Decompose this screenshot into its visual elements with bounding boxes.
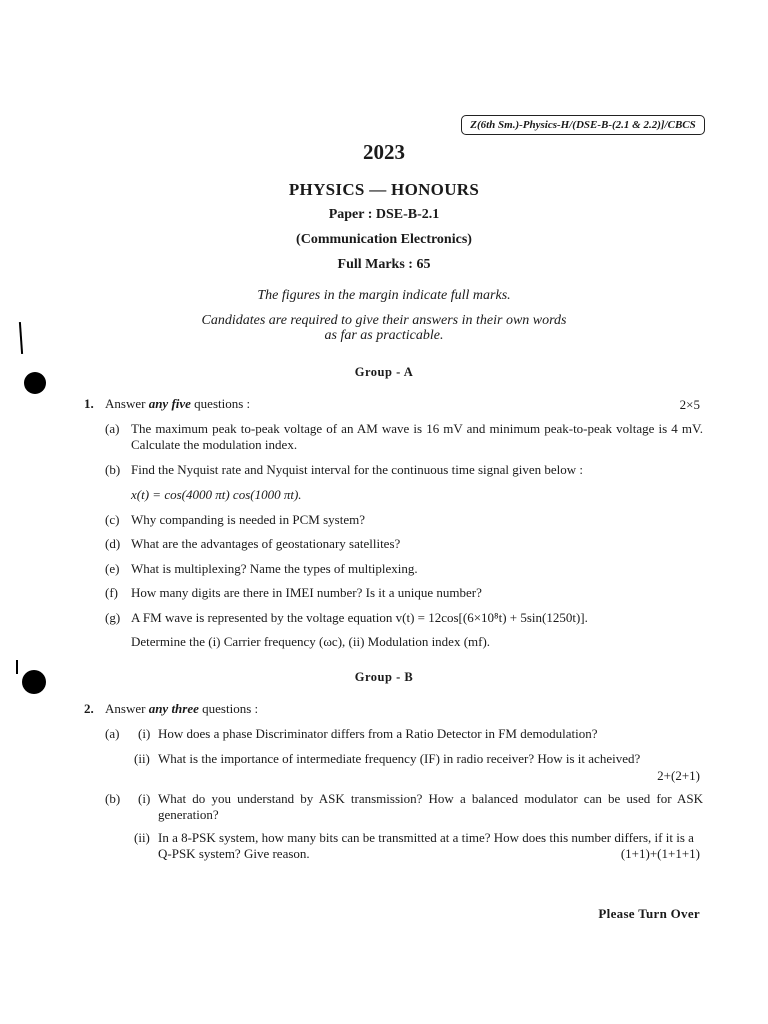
item-text: Find the Nyquist rate and Nyquist interval for the continuous time signal given below :	[131, 462, 584, 477]
item-label: (a)	[105, 726, 120, 741]
question-number: 2.	[84, 701, 94, 716]
sub-text: In a 8-PSK system, how many bits can be transmitted at a time? How does this number differs, if it is a Q-PSK system? Give reason.	[158, 830, 694, 861]
item-label: (d)	[105, 536, 121, 551]
question-marks: 2×5	[679, 397, 700, 412]
item-label: (g)	[105, 610, 121, 625]
item-text: A FM wave is represented by the voltage equation v(t) = 12cos[(6×10⁸t) + 5sin(1250t)].	[131, 610, 588, 625]
sub-label: (ii)	[134, 830, 150, 845]
paper-name: Paper : DSE-B-2.1	[328, 207, 440, 222]
sub-label: (i)	[138, 726, 151, 741]
paper-code: Z(6th Sm.)-Physics-H/(DSE-B-(2.1 & 2.2)]/CBCS	[461, 115, 705, 135]
sub-text: What is the importance of intermediate frequency (IF) in radio receiver? How is it acheived?	[158, 751, 641, 766]
item-marks: (1+1)+(1+1+1)	[615, 846, 700, 862]
instruction-line-3: as far as practicable.	[324, 328, 444, 343]
sub-label: (i)	[138, 791, 151, 806]
subject-title: PHYSICS — HONOURS	[288, 180, 480, 199]
item-text: The maximum peak to-peak voltage of an AM wave is 16 mV and minimum peak-to-peak voltage is 4 mV. Calculate the modulation index.	[131, 421, 703, 452]
group-b-title: Group - B	[354, 670, 414, 684]
item-label: (a)	[105, 421, 120, 436]
group-a-title: Group - A	[354, 365, 414, 379]
sub-text: How does a phase Discriminator differs from a Ratio Detector in FM demodulation?	[158, 726, 598, 741]
question-number: 1.	[84, 396, 94, 411]
item-text: What is multiplexing? Name the types of multiplexing.	[131, 561, 418, 576]
sub-text: What do you understand by ASK transmission? How a balanced modulator can be used for ASK generation?	[158, 791, 703, 822]
item-text-2: Determine the (i) Carrier frequency (ωc), (ii) Modulation index (mf).	[131, 634, 491, 649]
item-formula: x(t) = cos(4000 πt) cos(1000 πt).	[131, 487, 302, 502]
item-text: Why companding is needed in PCM system?	[131, 512, 365, 527]
question-lead: Answer any three questions :	[105, 701, 259, 716]
item-text: How many digits are there in IMEI number? Is it a unique number?	[131, 585, 482, 600]
item-label: (e)	[105, 561, 120, 576]
sub-label: (ii)	[134, 751, 150, 766]
paper-topic: (Communication Electronics)	[296, 232, 472, 247]
instruction-line-1: The figures in the margin indicate full marks.	[257, 288, 511, 303]
item-label: (f)	[105, 585, 118, 600]
item-label: (b)	[105, 791, 121, 806]
please-turn-over: Please Turn Over	[598, 906, 700, 921]
exam-year: 2023	[363, 140, 405, 164]
instruction-line-2: Candidates are required to give their answers in their own words	[201, 313, 567, 328]
question-lead: Answer any five questions :	[105, 396, 251, 411]
item-text: What are the advantages of geostationary satellites?	[131, 536, 401, 551]
full-marks: Full Marks : 65	[337, 257, 431, 272]
item-label: (c)	[105, 512, 120, 527]
item-label: (b)	[105, 462, 121, 477]
item-marks: 2+(2+1)	[657, 768, 700, 783]
